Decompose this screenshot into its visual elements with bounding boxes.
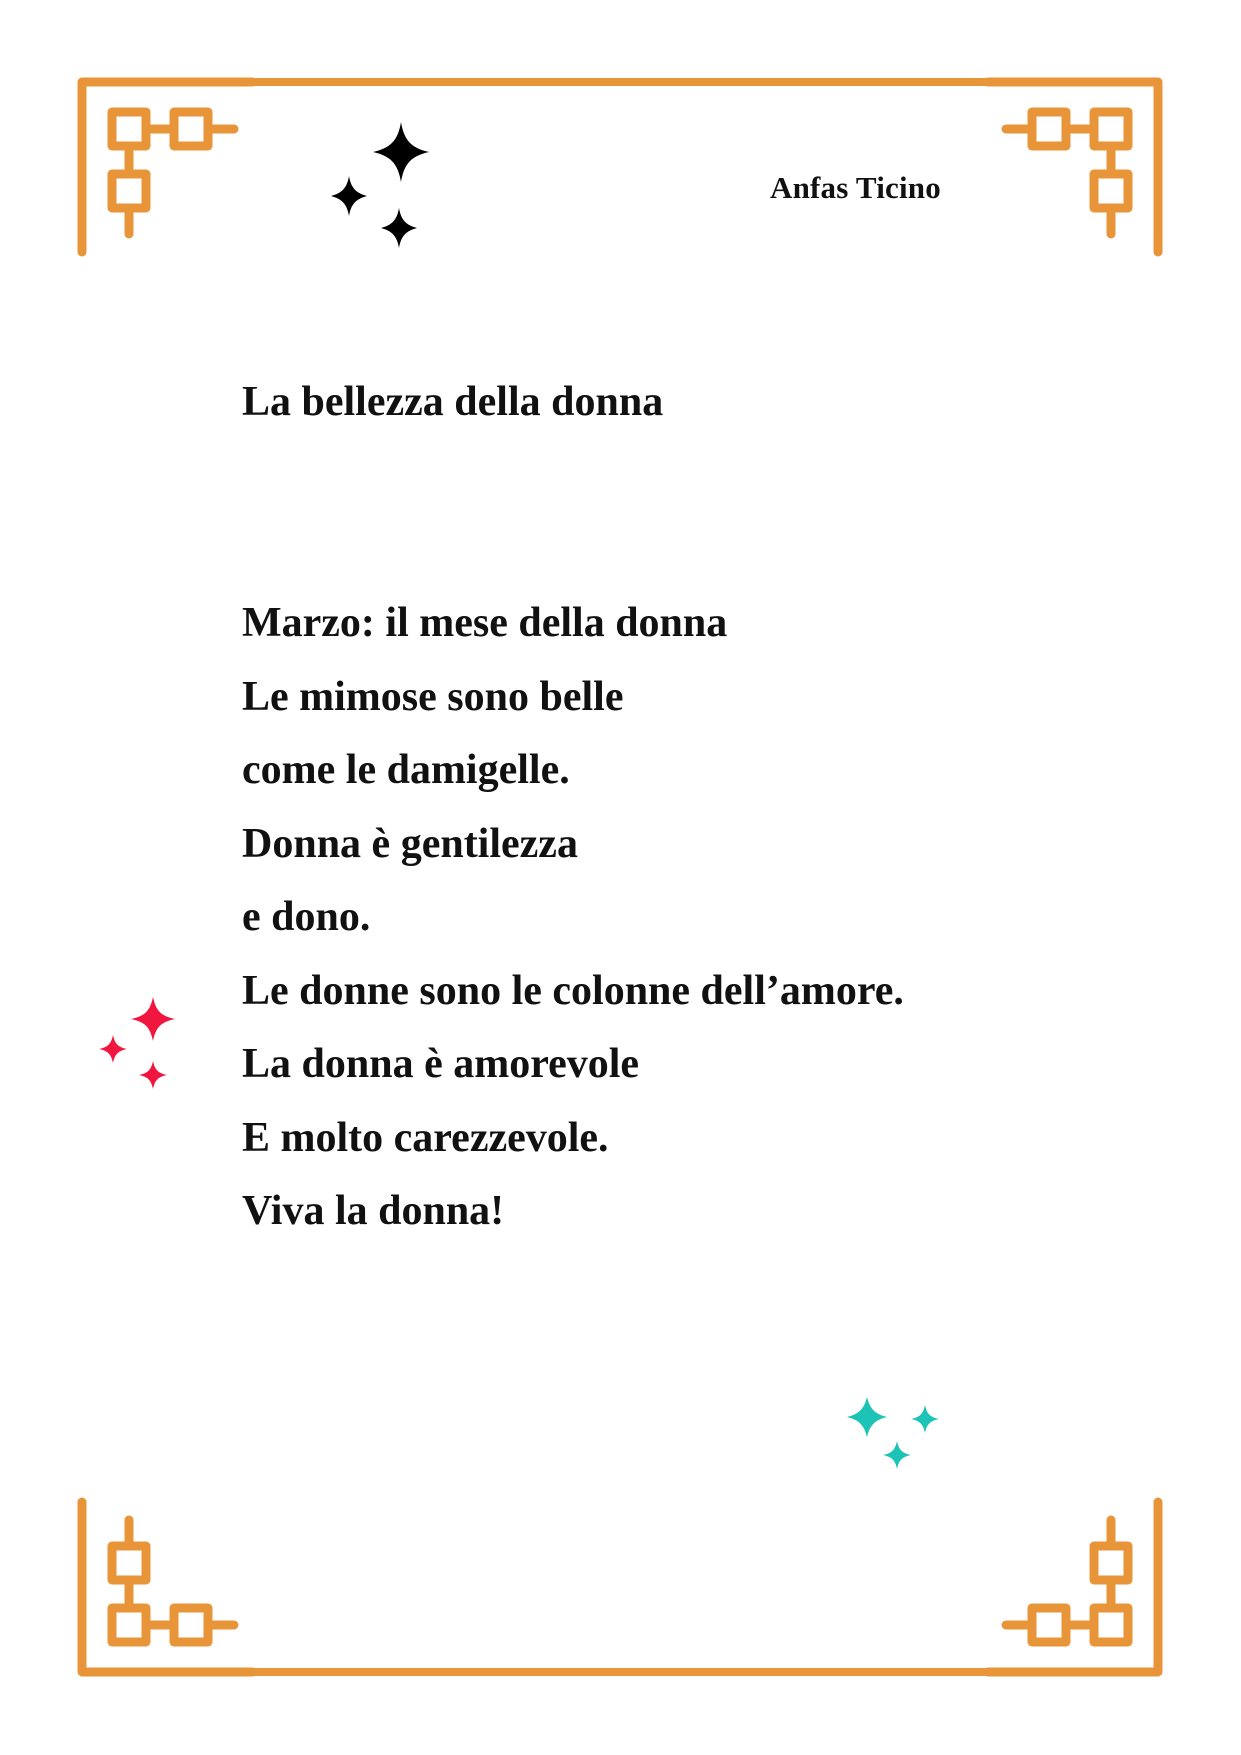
poem-line: e dono. (242, 894, 371, 940)
author-name: Anfas Ticino (770, 170, 941, 205)
poem-title: La bellezza della donna (242, 379, 664, 425)
poem-line: Le donne sono le colonne dell’amore. (242, 967, 904, 1014)
poem-line: Viva la donna! (242, 1188, 505, 1234)
poem-line: Donna è gentilezza (242, 820, 578, 867)
corner-ornament-bottom-left (82, 1502, 252, 1672)
poem-line: La donna è amorevole (242, 1041, 640, 1087)
sparkles-black-icon (325, 120, 435, 255)
corner-ornament-bottom-right (988, 1502, 1158, 1672)
poem-line: E molto carezzevole. (242, 1114, 609, 1161)
corner-ornament-top-right (988, 82, 1158, 252)
poem-line: Marzo: il mese della donna (242, 600, 728, 646)
sparkles-teal-icon (845, 1395, 945, 1475)
poem-line: come le damigelle. (242, 747, 570, 793)
poem-line: Le mimose sono belle (242, 673, 624, 720)
sparkles-red-icon (95, 995, 180, 1095)
corner-ornament-top-left (82, 82, 252, 252)
poem-body (242, 598, 904, 1260)
